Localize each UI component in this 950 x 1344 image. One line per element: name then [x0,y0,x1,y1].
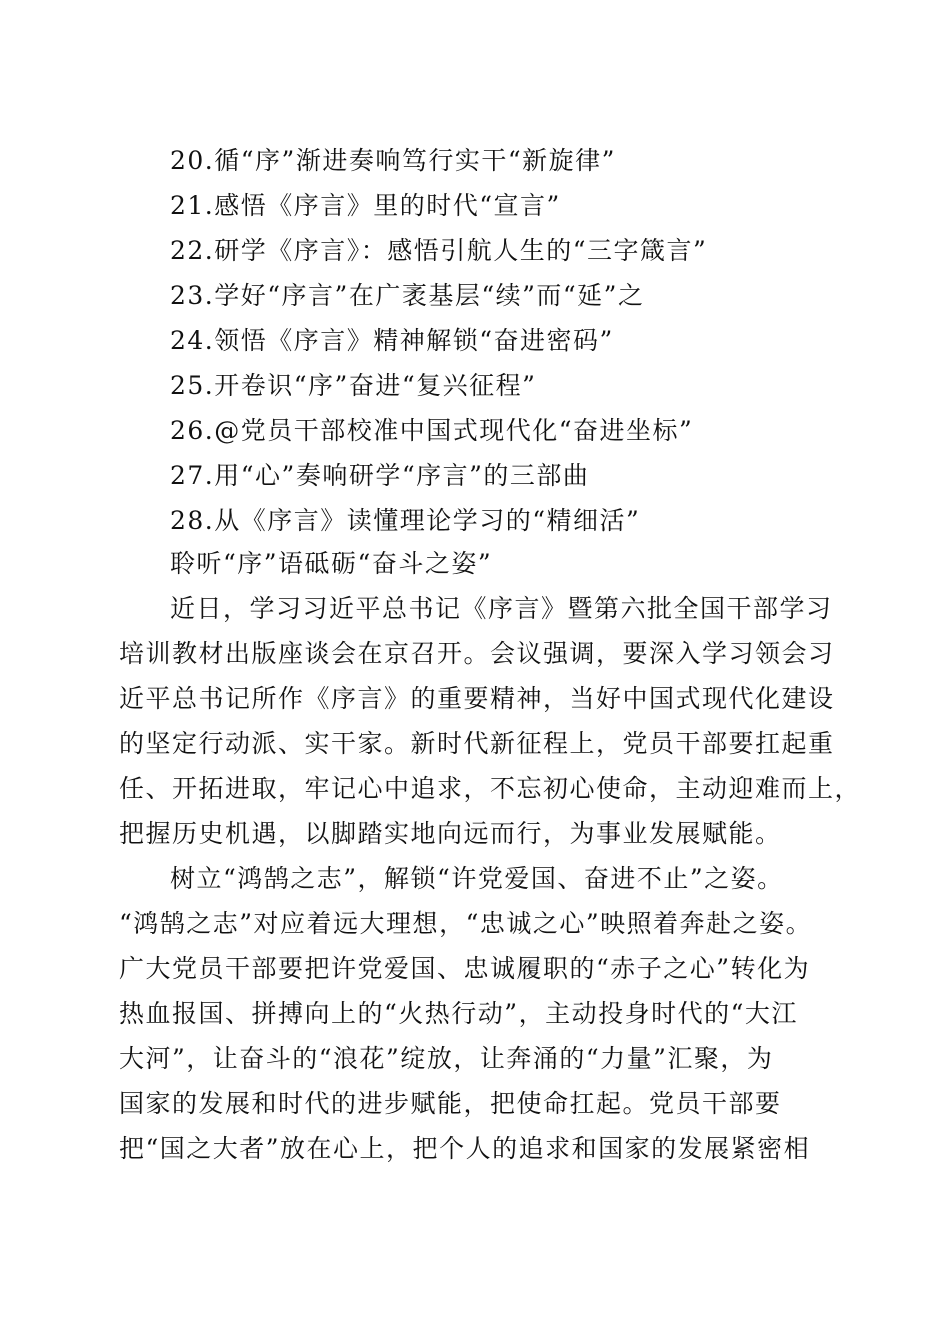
title-list-item: 22.研学《序言》：感悟引航人生的“三字箴言” [170,236,708,265]
paragraph-1-line: 的坚定行动派、实干家。新时代新征程上，党员干部要扛起重 [119,729,835,758]
title-list-item: 25.开卷识“序”奋进“复兴征程” [170,371,537,400]
paragraph-2-line: 国家的发展和时代的进步赋能，把使命扛起。党员干部要 [119,1089,782,1118]
title-list-item: 20.循“序”渐进奏响笃行实干“新旋律” [170,146,616,175]
title-list-item: 24.领悟《序言》精神解锁“奋进密码” [170,326,614,355]
paragraph-2-line: 把“国之大者”放在心上，把个人的追求和国家的发展紧密相 [119,1134,811,1163]
title-list-item: 23.学好“序言”在广袤基层“续”而“延”之 [170,281,645,310]
title-list-item: 26.@党员干部校准中国式现代化“奋进坐标” [170,416,694,445]
paragraph-2-line: “鸿鹄之志”对应着远大理想，“忠诚之心”映照着奔赴之姿。 [119,909,813,938]
title-list-item: 27.用“心”奏响研学“序言”的三部曲 [170,461,590,490]
title-list-item: 21.感悟《序言》里的时代“宣言” [170,191,561,220]
paragraph-2-line: 大河”，让奋斗的“浪花”绽放，让奔涌的“力量”汇聚，为 [119,1044,774,1073]
paragraph-1-line: 培训教材出版座谈会在京召开。会议强调，要深入学习领会习 [119,639,835,668]
paragraph-1-line: 任、开拓进取，牢记心中追求，不忘初心使命，主动迎难而上， [119,774,862,803]
paragraph-2-line: 树立“鸿鹄之志”，解锁“许党爱国、奋进不止”之姿。 [170,864,784,893]
paragraph-2-line: 热血报国、拼搏向上的“火热行动”，主动投身时代的“大江 [119,999,798,1028]
paragraph-1-line: 把握历史机遇，以脚踏实地向远而行，为事业发展赋能。 [119,819,782,848]
paragraph-1-line: 近日，学习习近平总书记《序言》暨第六批全国干部学习 [170,594,833,623]
paragraph-1-line: 近平总书记所作《序言》的重要精神，当好中国式现代化建设 [119,684,835,713]
article-title: 聆听“序”语砥砺“奋斗之姿” [170,549,493,578]
title-list-item: 28.从《序言》读懂理论学习的“精细活” [170,506,641,535]
paragraph-2-line: 广大党员干部要把许党爱国、忠诚履职的“赤子之心”转化为 [119,954,811,983]
